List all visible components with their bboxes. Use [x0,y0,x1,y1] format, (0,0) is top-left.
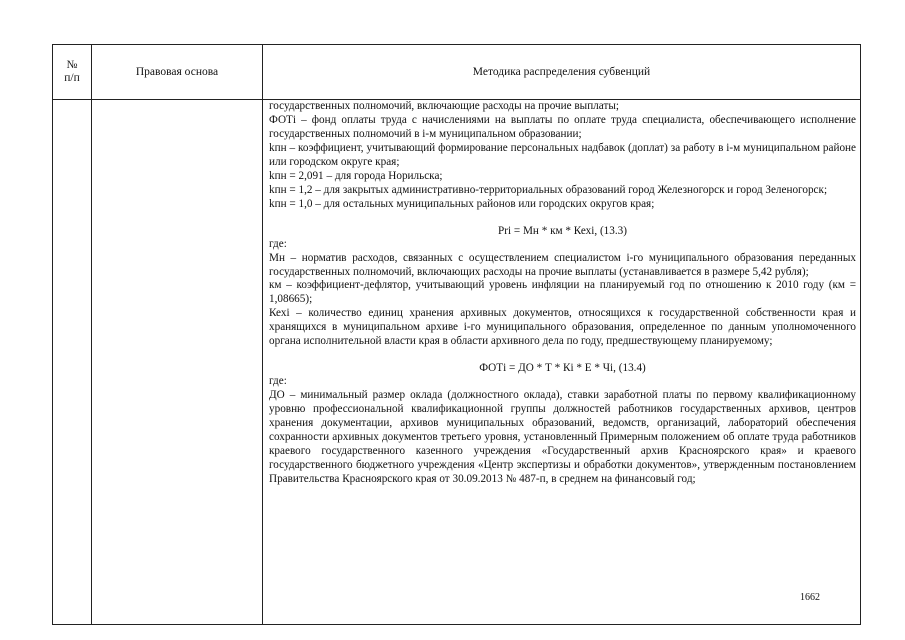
header-legal-basis [92,45,263,100]
where-label: где: [269,375,287,388]
paragraph: kпн = 2,091 – для города Норильска; [269,169,443,182]
paragraph: kпн – коэффициент, учитывающий формирование персональных надбавок (доплат) за работу в i-м муниципальном районе или городском округе края; [269,141,856,168]
paragraph: ДО – минимальный размер оклада (должностного оклада), ставки заработной платы по первому квалификационному уровню профессиональной квалификационной группы должностей работников государственных архивов, центров хранения документации, архивов муниципальных образований, ведомств, организаций, лабораторий обеспечения сохранности архивных документов третьего уровня, установленный Примерным положением об оплате труда работников краевого государственного казенного учреждения «Государственный архив Красноярского края» и краевого государственного бюджетного учреждения «Центр экспертизы и обработки документов», утвержденным постановлением Правительства Красноярского края от 30.09.2013 № 487-п, в среднем на финансовый год; [269,389,856,485]
formula-13-3: Pri = Мн * км * Кехi, (13.3) [498,224,627,237]
formula-13-4: ФОТi = ДО * Т * Кi * Е * Чi, (13.4) [479,362,646,375]
paragraph: государственных полномочий, включающие расходы на прочие выплаты; [269,100,619,112]
header-method-label: Методика распределения субвенций [472,65,651,78]
paragraph: kпн = 1,2 – для закрытых административно-территориальных образований город Железногорск и город Зеленогорск; [269,183,828,196]
paragraph: ФОТi – фонд оплаты труда с начислениями на выплаты по оплате труда специалиста, обеспечивающего исполнение государственных полномочий в i-м муниципальном образовании; [269,113,856,140]
table-header-row [53,45,861,100]
header-method [263,45,861,100]
paragraph: Кехi – количество единиц хранения архивных документов, относящихся к государственной собственности края и хранящихся в муниципальном архиве i-го муниципального образования, определенное по данным уполномоченного органа исполнительной власти края в области архивного дела по году, предшествующему планируемому; [269,307,856,348]
paragraph: км – коэффициент-дефлятор, учитывающий уровень инфляции на планируемый год по отношению к 2010 году (км = 1,08665); [269,279,856,306]
header-number-label: № п/п [64,59,80,84]
cell-legal-basis [92,100,263,625]
cell-method [263,100,861,625]
header-number [53,45,92,100]
table-row [53,100,861,625]
cell-number [53,100,92,625]
header-legal-basis-label: Правовая основа [135,65,219,78]
paragraph: kпн = 1,0 – для остальных муниципальных районов или городских округов края; [269,197,655,210]
where-label: где: [269,237,287,250]
paragraph: Мн – норматив расходов, связанных с осуществлением специалистом i-го муниципального образования переданных государственных полномочий, включающих расходы на прочие выплаты (устанавливается в размере 5,42 рубля); [269,251,856,278]
page-number: 1662 [800,592,820,603]
subventions-table [52,44,861,625]
